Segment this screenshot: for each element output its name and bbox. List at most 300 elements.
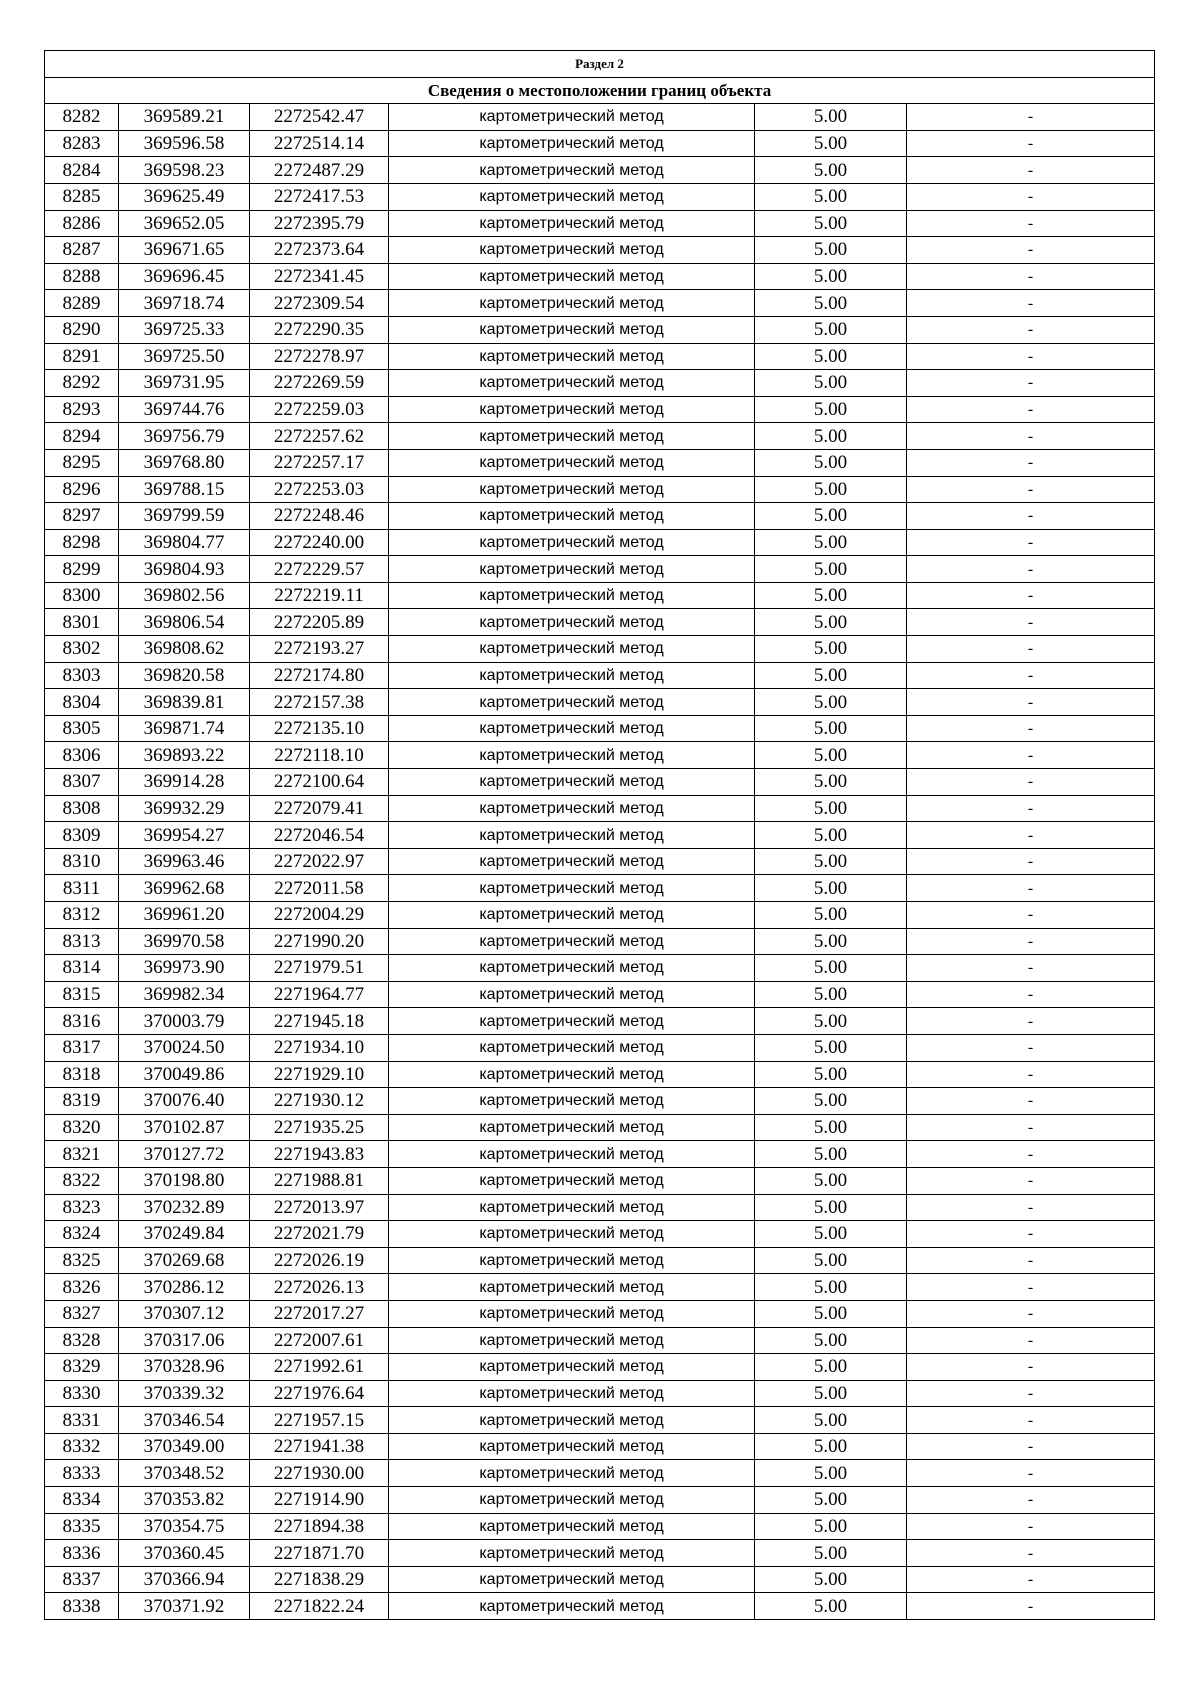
- method-cell: картометрический метод: [389, 1327, 755, 1354]
- precision-cell: 5.00: [755, 130, 907, 157]
- method-cell: картометрический метод: [389, 529, 755, 556]
- table-row: [45, 210, 1155, 237]
- y-coordinate-cell: 2272022.97: [250, 848, 389, 875]
- description-cell: -: [907, 1513, 1155, 1540]
- description-cell: -: [907, 316, 1155, 343]
- point-number-cell: 8336: [45, 1540, 119, 1567]
- x-coordinate-cell: 369871.74: [119, 715, 250, 742]
- point-number-cell: 8335: [45, 1513, 119, 1540]
- description-cell: -: [907, 1354, 1155, 1381]
- x-coordinate-cell: 369893.22: [119, 742, 250, 769]
- y-coordinate-cell: 2271979.51: [250, 955, 389, 982]
- y-coordinate-cell: 2272253.03: [250, 476, 389, 503]
- table-row: [45, 316, 1155, 343]
- y-coordinate-cell: 2272135.10: [250, 715, 389, 742]
- method-cell: картометрический метод: [389, 316, 755, 343]
- method-cell: картометрический метод: [389, 1407, 755, 1434]
- y-coordinate-cell: 2272269.59: [250, 370, 389, 397]
- y-coordinate-cell: 2272046.54: [250, 822, 389, 849]
- y-coordinate-cell: 2271929.10: [250, 1061, 389, 1088]
- method-cell: картометрический метод: [389, 955, 755, 982]
- method-cell: картометрический метод: [389, 104, 755, 131]
- x-coordinate-cell: 369973.90: [119, 955, 250, 982]
- description-cell: -: [907, 183, 1155, 210]
- precision-cell: 5.00: [755, 689, 907, 716]
- point-number-cell: 8308: [45, 795, 119, 822]
- method-cell: картометрический метод: [389, 582, 755, 609]
- y-coordinate-cell: 2271964.77: [250, 981, 389, 1008]
- method-cell: картометрический метод: [389, 1008, 755, 1035]
- method-cell: картометрический метод: [389, 157, 755, 184]
- section-title: Раздел 2: [45, 51, 1155, 78]
- description-cell: -: [907, 1487, 1155, 1514]
- method-cell: картометрический метод: [389, 689, 755, 716]
- point-number-cell: 8323: [45, 1194, 119, 1221]
- precision-cell: 5.00: [755, 848, 907, 875]
- y-coordinate-cell: 2272004.29: [250, 902, 389, 929]
- method-cell: картометрический метод: [389, 1274, 755, 1301]
- point-number-cell: 8309: [45, 822, 119, 849]
- description-cell: -: [907, 662, 1155, 689]
- method-cell: картометрический метод: [389, 1194, 755, 1221]
- point-number-cell: 8286: [45, 210, 119, 237]
- x-coordinate-cell: 370003.79: [119, 1008, 250, 1035]
- point-number-cell: 8312: [45, 902, 119, 929]
- x-coordinate-cell: 369804.93: [119, 556, 250, 583]
- point-number-cell: 8307: [45, 769, 119, 796]
- description-cell: -: [907, 822, 1155, 849]
- table-row: [45, 875, 1155, 902]
- x-coordinate-cell: 370198.80: [119, 1167, 250, 1194]
- x-coordinate-cell: 370076.40: [119, 1088, 250, 1115]
- method-cell: картометрический метод: [389, 1540, 755, 1567]
- y-coordinate-cell: 2272417.53: [250, 183, 389, 210]
- y-coordinate-cell: 2271838.29: [250, 1566, 389, 1593]
- y-coordinate-cell: 2271992.61: [250, 1354, 389, 1381]
- x-coordinate-cell: 369589.21: [119, 104, 250, 131]
- table-row: [45, 1327, 1155, 1354]
- point-number-cell: 8287: [45, 237, 119, 264]
- description-cell: -: [907, 1327, 1155, 1354]
- table-row: [45, 1460, 1155, 1487]
- point-number-cell: 8318: [45, 1061, 119, 1088]
- table-row: [45, 1008, 1155, 1035]
- x-coordinate-cell: 369970.58: [119, 928, 250, 955]
- y-coordinate-cell: 2272007.61: [250, 1327, 389, 1354]
- precision-cell: 5.00: [755, 1433, 907, 1460]
- table-row: [45, 449, 1155, 476]
- description-cell: -: [907, 1593, 1155, 1620]
- precision-cell: 5.00: [755, 1008, 907, 1035]
- x-coordinate-cell: 369718.74: [119, 290, 250, 317]
- point-number-cell: 8315: [45, 981, 119, 1008]
- table-row: [45, 769, 1155, 796]
- point-number-cell: 8319: [45, 1088, 119, 1115]
- boundary-table: [44, 50, 1155, 1620]
- point-number-cell: 8329: [45, 1354, 119, 1381]
- precision-cell: 5.00: [755, 1221, 907, 1248]
- point-number-cell: 8300: [45, 582, 119, 609]
- x-coordinate-cell: 369598.23: [119, 157, 250, 184]
- point-number-cell: 8306: [45, 742, 119, 769]
- point-number-cell: 8310: [45, 848, 119, 875]
- method-cell: картометрический метод: [389, 1061, 755, 1088]
- y-coordinate-cell: 2272193.27: [250, 636, 389, 663]
- x-coordinate-cell: 370371.92: [119, 1593, 250, 1620]
- x-coordinate-cell: 369799.59: [119, 503, 250, 530]
- point-number-cell: 8332: [45, 1433, 119, 1460]
- method-cell: картометрический метод: [389, 1247, 755, 1274]
- table-row: [45, 1433, 1155, 1460]
- method-cell: картометрический метод: [389, 503, 755, 530]
- method-cell: картометрический метод: [389, 636, 755, 663]
- table-row: [45, 130, 1155, 157]
- method-cell: картометрический метод: [389, 875, 755, 902]
- description-cell: -: [907, 1274, 1155, 1301]
- method-cell: картометрический метод: [389, 396, 755, 423]
- y-coordinate-cell: 2272395.79: [250, 210, 389, 237]
- table-row: [45, 609, 1155, 636]
- point-number-cell: 8299: [45, 556, 119, 583]
- x-coordinate-cell: 370232.89: [119, 1194, 250, 1221]
- y-coordinate-cell: 2271894.38: [250, 1513, 389, 1540]
- method-cell: картометрический метод: [389, 715, 755, 742]
- x-coordinate-cell: 369808.62: [119, 636, 250, 663]
- point-number-cell: 8285: [45, 183, 119, 210]
- description-cell: -: [907, 715, 1155, 742]
- y-coordinate-cell: 2272257.62: [250, 423, 389, 450]
- description-cell: -: [907, 1114, 1155, 1141]
- table-row: [45, 1540, 1155, 1567]
- precision-cell: 5.00: [755, 715, 907, 742]
- method-cell: картометрический метод: [389, 662, 755, 689]
- y-coordinate-cell: 2271914.90: [250, 1487, 389, 1514]
- table-row: [45, 715, 1155, 742]
- table-row: [45, 1088, 1155, 1115]
- table-row: [45, 556, 1155, 583]
- method-cell: картометрический метод: [389, 290, 755, 317]
- point-number-cell: 8324: [45, 1221, 119, 1248]
- table-row: [45, 476, 1155, 503]
- x-coordinate-cell: 369725.50: [119, 343, 250, 370]
- method-cell: картометрический метод: [389, 1354, 755, 1381]
- precision-cell: 5.00: [755, 529, 907, 556]
- table-row: [45, 1487, 1155, 1514]
- precision-cell: 5.00: [755, 1300, 907, 1327]
- table-row: [45, 1221, 1155, 1248]
- y-coordinate-cell: 2272011.58: [250, 875, 389, 902]
- description-cell: -: [907, 396, 1155, 423]
- description-cell: -: [907, 981, 1155, 1008]
- table-row: [45, 529, 1155, 556]
- description-cell: -: [907, 1167, 1155, 1194]
- table-row: [45, 848, 1155, 875]
- description-cell: -: [907, 928, 1155, 955]
- description-cell: -: [907, 902, 1155, 929]
- table-row: [45, 1247, 1155, 1274]
- precision-cell: 5.00: [755, 1513, 907, 1540]
- y-coordinate-cell: 2271930.12: [250, 1088, 389, 1115]
- method-cell: картометрический метод: [389, 742, 755, 769]
- method-cell: картометрический метод: [389, 210, 755, 237]
- table-row: [45, 1513, 1155, 1540]
- table-row: [45, 503, 1155, 530]
- point-number-cell: 8292: [45, 370, 119, 397]
- description-cell: -: [907, 529, 1155, 556]
- table-row: [45, 1300, 1155, 1327]
- point-number-cell: 8304: [45, 689, 119, 716]
- x-coordinate-cell: 370249.84: [119, 1221, 250, 1248]
- y-coordinate-cell: 2272219.11: [250, 582, 389, 609]
- point-number-cell: 8311: [45, 875, 119, 902]
- y-coordinate-cell: 2271930.00: [250, 1460, 389, 1487]
- description-cell: -: [907, 476, 1155, 503]
- y-coordinate-cell: 2271822.24: [250, 1593, 389, 1620]
- point-number-cell: 8284: [45, 157, 119, 184]
- x-coordinate-cell: 369954.27: [119, 822, 250, 849]
- x-coordinate-cell: 370286.12: [119, 1274, 250, 1301]
- section-header-row: [45, 51, 1155, 78]
- y-coordinate-cell: 2272248.46: [250, 503, 389, 530]
- description-cell: -: [907, 1088, 1155, 1115]
- method-cell: картометрический метод: [389, 263, 755, 290]
- x-coordinate-cell: 370366.94: [119, 1566, 250, 1593]
- table-row: [45, 662, 1155, 689]
- method-cell: картометрический метод: [389, 1114, 755, 1141]
- description-cell: -: [907, 1380, 1155, 1407]
- method-cell: картометрический метод: [389, 1433, 755, 1460]
- method-cell: картометрический метод: [389, 848, 755, 875]
- table-row: [45, 742, 1155, 769]
- description-cell: -: [907, 237, 1155, 264]
- table-row: [45, 902, 1155, 929]
- y-coordinate-cell: 2272487.29: [250, 157, 389, 184]
- method-cell: картометрический метод: [389, 902, 755, 929]
- method-cell: картометрический метод: [389, 449, 755, 476]
- table-row: [45, 183, 1155, 210]
- point-number-cell: 8328: [45, 1327, 119, 1354]
- method-cell: картометрический метод: [389, 130, 755, 157]
- y-coordinate-cell: 2272157.38: [250, 689, 389, 716]
- table-row: [45, 1061, 1155, 1088]
- y-coordinate-cell: 2271957.15: [250, 1407, 389, 1434]
- precision-cell: 5.00: [755, 1114, 907, 1141]
- table-row: [45, 343, 1155, 370]
- precision-cell: 5.00: [755, 902, 907, 929]
- x-coordinate-cell: 370346.54: [119, 1407, 250, 1434]
- description-cell: -: [907, 1034, 1155, 1061]
- x-coordinate-cell: 370102.87: [119, 1114, 250, 1141]
- precision-cell: 5.00: [755, 370, 907, 397]
- table-row: [45, 1354, 1155, 1381]
- point-number-cell: 8291: [45, 343, 119, 370]
- table-row: [45, 290, 1155, 317]
- precision-cell: 5.00: [755, 662, 907, 689]
- x-coordinate-cell: 369839.81: [119, 689, 250, 716]
- x-coordinate-cell: 369671.65: [119, 237, 250, 264]
- y-coordinate-cell: 2272229.57: [250, 556, 389, 583]
- table-row: [45, 1407, 1155, 1434]
- point-number-cell: 8317: [45, 1034, 119, 1061]
- point-number-cell: 8322: [45, 1167, 119, 1194]
- precision-cell: 5.00: [755, 157, 907, 184]
- description-cell: -: [907, 1540, 1155, 1567]
- y-coordinate-cell: 2271988.81: [250, 1167, 389, 1194]
- description-cell: -: [907, 343, 1155, 370]
- y-coordinate-cell: 2271943.83: [250, 1141, 389, 1168]
- x-coordinate-cell: 369962.68: [119, 875, 250, 902]
- precision-cell: 5.00: [755, 290, 907, 317]
- description-cell: -: [907, 1061, 1155, 1088]
- y-coordinate-cell: 2272514.14: [250, 130, 389, 157]
- method-cell: картометрический метод: [389, 1221, 755, 1248]
- precision-cell: 5.00: [755, 981, 907, 1008]
- precision-cell: 5.00: [755, 237, 907, 264]
- precision-cell: 5.00: [755, 769, 907, 796]
- x-coordinate-cell: 369820.58: [119, 662, 250, 689]
- x-coordinate-cell: 370024.50: [119, 1034, 250, 1061]
- table-title-row: [45, 77, 1155, 104]
- description-cell: -: [907, 1141, 1155, 1168]
- description-cell: -: [907, 263, 1155, 290]
- precision-cell: 5.00: [755, 1274, 907, 1301]
- description-cell: -: [907, 157, 1155, 184]
- x-coordinate-cell: 369652.05: [119, 210, 250, 237]
- x-coordinate-cell: 369963.46: [119, 848, 250, 875]
- precision-cell: 5.00: [755, 396, 907, 423]
- x-coordinate-cell: 370339.32: [119, 1380, 250, 1407]
- method-cell: картометрический метод: [389, 1487, 755, 1514]
- description-cell: -: [907, 1008, 1155, 1035]
- precision-cell: 5.00: [755, 1088, 907, 1115]
- description-cell: -: [907, 503, 1155, 530]
- x-coordinate-cell: 369756.79: [119, 423, 250, 450]
- y-coordinate-cell: 2272205.89: [250, 609, 389, 636]
- precision-cell: 5.00: [755, 609, 907, 636]
- point-number-cell: 8296: [45, 476, 119, 503]
- method-cell: картометрический метод: [389, 1141, 755, 1168]
- precision-cell: 5.00: [755, 1327, 907, 1354]
- description-cell: -: [907, 1407, 1155, 1434]
- table-row: [45, 1194, 1155, 1221]
- table-row: [45, 636, 1155, 663]
- method-cell: картометрический метод: [389, 1513, 755, 1540]
- table-row: [45, 104, 1155, 131]
- point-number-cell: 8302: [45, 636, 119, 663]
- table-row: [45, 981, 1155, 1008]
- table-row: [45, 396, 1155, 423]
- y-coordinate-cell: 2272017.27: [250, 1300, 389, 1327]
- method-cell: картометрический метод: [389, 981, 755, 1008]
- method-cell: картометрический метод: [389, 609, 755, 636]
- precision-cell: 5.00: [755, 742, 907, 769]
- precision-cell: 5.00: [755, 476, 907, 503]
- x-coordinate-cell: 369804.77: [119, 529, 250, 556]
- table-row: [45, 928, 1155, 955]
- precision-cell: 5.00: [755, 104, 907, 131]
- description-cell: -: [907, 875, 1155, 902]
- y-coordinate-cell: 2272026.19: [250, 1247, 389, 1274]
- description-cell: -: [907, 130, 1155, 157]
- description-cell: -: [907, 423, 1155, 450]
- y-coordinate-cell: 2272118.10: [250, 742, 389, 769]
- description-cell: -: [907, 742, 1155, 769]
- x-coordinate-cell: 369725.33: [119, 316, 250, 343]
- y-coordinate-cell: 2272100.64: [250, 769, 389, 796]
- precision-cell: 5.00: [755, 1566, 907, 1593]
- description-cell: -: [907, 104, 1155, 131]
- table-row: [45, 1141, 1155, 1168]
- precision-cell: 5.00: [755, 1167, 907, 1194]
- precision-cell: 5.00: [755, 636, 907, 663]
- precision-cell: 5.00: [755, 1194, 907, 1221]
- table-row: [45, 1593, 1155, 1620]
- y-coordinate-cell: 2272341.45: [250, 263, 389, 290]
- point-number-cell: 8320: [45, 1114, 119, 1141]
- x-coordinate-cell: 370269.68: [119, 1247, 250, 1274]
- precision-cell: 5.00: [755, 423, 907, 450]
- description-cell: -: [907, 370, 1155, 397]
- table-row: [45, 1167, 1155, 1194]
- description-cell: -: [907, 1566, 1155, 1593]
- y-coordinate-cell: 2272309.54: [250, 290, 389, 317]
- description-cell: -: [907, 636, 1155, 663]
- precision-cell: 5.00: [755, 503, 907, 530]
- table-row: [45, 955, 1155, 982]
- description-cell: -: [907, 449, 1155, 476]
- precision-cell: 5.00: [755, 822, 907, 849]
- precision-cell: 5.00: [755, 183, 907, 210]
- point-number-cell: 8295: [45, 449, 119, 476]
- method-cell: картометрический метод: [389, 928, 755, 955]
- x-coordinate-cell: 369596.58: [119, 130, 250, 157]
- y-coordinate-cell: 2272013.97: [250, 1194, 389, 1221]
- precision-cell: 5.00: [755, 1407, 907, 1434]
- description-cell: -: [907, 1247, 1155, 1274]
- table-row: [45, 1034, 1155, 1061]
- precision-cell: 5.00: [755, 1034, 907, 1061]
- x-coordinate-cell: 370360.45: [119, 1540, 250, 1567]
- method-cell: картометрический метод: [389, 237, 755, 264]
- precision-cell: 5.00: [755, 263, 907, 290]
- x-coordinate-cell: 369802.56: [119, 582, 250, 609]
- x-coordinate-cell: 369696.45: [119, 263, 250, 290]
- description-cell: -: [907, 1221, 1155, 1248]
- description-cell: -: [907, 290, 1155, 317]
- description-cell: -: [907, 848, 1155, 875]
- table-row: [45, 157, 1155, 184]
- precision-cell: 5.00: [755, 1354, 907, 1381]
- method-cell: картометрический метод: [389, 1088, 755, 1115]
- x-coordinate-cell: 369731.95: [119, 370, 250, 397]
- description-cell: -: [907, 769, 1155, 796]
- x-coordinate-cell: 369768.80: [119, 449, 250, 476]
- precision-cell: 5.00: [755, 1141, 907, 1168]
- x-coordinate-cell: 370049.86: [119, 1061, 250, 1088]
- y-coordinate-cell: 2271934.10: [250, 1034, 389, 1061]
- precision-cell: 5.00: [755, 1593, 907, 1620]
- precision-cell: 5.00: [755, 955, 907, 982]
- description-cell: -: [907, 1300, 1155, 1327]
- y-coordinate-cell: 2271990.20: [250, 928, 389, 955]
- x-coordinate-cell: 370348.52: [119, 1460, 250, 1487]
- table-row: [45, 237, 1155, 264]
- x-coordinate-cell: 370127.72: [119, 1141, 250, 1168]
- method-cell: картометрический метод: [389, 1566, 755, 1593]
- description-cell: -: [907, 795, 1155, 822]
- point-number-cell: 8289: [45, 290, 119, 317]
- point-number-cell: 8321: [45, 1141, 119, 1168]
